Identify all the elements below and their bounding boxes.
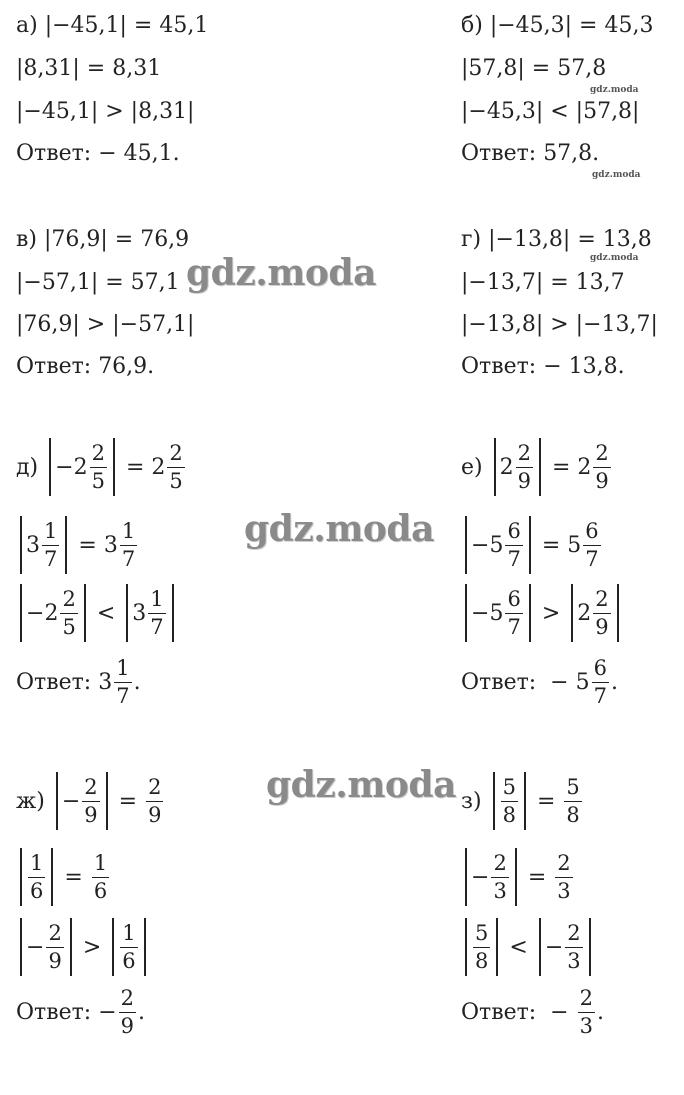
fraction: $\frac{2}{9}$	[84, 774, 98, 827]
problem-label: ж)	[16, 788, 45, 814]
problem-label: з)	[461, 788, 482, 814]
problem-d-line-1: д) − 2 $\frac{2}{5}$ = 2 $\frac{2}{5}$	[16, 438, 187, 496]
abs-bar	[20, 848, 22, 906]
problem-d-answer: Ответ: 3 $\frac{1}{7}$ .	[16, 656, 141, 708]
fraction: $\frac{2}{5}$	[169, 440, 183, 493]
abs-bar	[113, 438, 115, 496]
fraction: $\frac{6}{7}$	[593, 656, 607, 708]
fraction: $\frac{2}{9}$	[517, 440, 531, 493]
watermark-small: gdz.moda	[592, 170, 641, 180]
fraction: $\frac{2}{5}$	[91, 440, 105, 493]
abs-bar	[539, 918, 541, 976]
fraction: $\frac{2}{9}$	[148, 774, 162, 827]
fraction: $\frac{5}{8}$	[566, 774, 580, 827]
abs-bar	[112, 918, 114, 976]
fraction: $\frac{1}{6}$	[93, 850, 108, 903]
fraction: $\frac{5}{8}$	[502, 774, 516, 827]
fraction: $\frac{2}{3}$	[493, 850, 507, 903]
problem-d-line-3: − 2 $\frac{2}{5}$ < 3 $\frac{1}{7}$	[16, 584, 178, 642]
abs-bar	[49, 438, 51, 496]
fraction: $\frac{1}{7}$	[150, 586, 164, 639]
problem-v-line-1: в) |76,9| = 76,9	[16, 227, 190, 252]
problem-a-answer: Ответ: − 45,1.	[16, 141, 180, 166]
abs-bar	[465, 516, 467, 574]
abs-bar	[539, 438, 541, 496]
problem-label: д)	[16, 454, 39, 480]
fraction: $\frac{2}{9}$	[595, 586, 609, 639]
problem-e-line-3: − 5 $\frac{6}{7}$ > 2 $\frac{2}{9}$	[461, 584, 623, 642]
fraction: $\frac{1}{7}$	[116, 656, 130, 708]
problem-z-line-3: $\frac{5}{8}$ < − $\frac{2}{3}$	[461, 918, 595, 976]
watermark: gdz.moda	[186, 252, 376, 294]
problem-v-line-3: |76,9| > |−57,1|	[16, 312, 195, 337]
watermark: gdz.moda	[244, 508, 434, 550]
problem-a-line-3: |−45,1| > |8,31|	[16, 99, 195, 124]
abs-bar	[496, 918, 498, 976]
fraction: $\frac{1}{7}$	[44, 518, 58, 571]
problem-e-line-2: − 5 $\frac{6}{7}$ = 5 $\frac{6}{7}$	[461, 516, 603, 574]
abs-bar	[20, 918, 22, 976]
problem-z-line-1: з) $\frac{5}{8}$ = $\frac{5}{8}$	[461, 772, 584, 830]
abs-bar	[493, 772, 495, 830]
fraction: $\frac{2}{3}$	[567, 920, 581, 973]
problem-label: е)	[461, 454, 483, 480]
abs-bar	[571, 584, 573, 642]
fraction: $\frac{6}{7}$	[585, 518, 599, 571]
abs-bar	[172, 584, 174, 642]
abs-bar	[465, 848, 467, 906]
problem-g-line-3: |−13,8| > |−13,7|	[461, 312, 658, 337]
abs-bar	[20, 584, 22, 642]
fraction: $\frac{2}{9}$	[48, 920, 62, 973]
problem-b-line-2: |57,8| = 57,8	[461, 56, 607, 81]
fraction: $\frac{6}{7}$	[507, 586, 521, 639]
problem-a-line-2: |8,31| = 8,31	[16, 56, 162, 81]
abs-bar	[617, 584, 619, 642]
problem-b-line-3: |−45,3| < |57,8|	[461, 99, 640, 124]
fraction: $\frac{2}{3}$	[557, 850, 571, 903]
problem-z-line-2: − $\frac{2}{3}$ = $\frac{2}{3}$	[461, 848, 575, 906]
problem-g-answer: Ответ: − 13,8.	[461, 354, 625, 379]
abs-bar	[51, 848, 53, 906]
problem-zh-line-2: $\frac{1}{6}$ = $\frac{1}{6}$	[16, 848, 111, 906]
abs-bar	[20, 516, 22, 574]
abs-bar	[465, 918, 467, 976]
abs-bar	[144, 918, 146, 976]
fraction: $\frac{6}{7}$	[507, 518, 521, 571]
watermark: gdz.moda	[266, 764, 456, 806]
abs-bar	[465, 584, 467, 642]
fraction: $\frac{5}{8}$	[475, 920, 489, 973]
abs-bar	[524, 772, 526, 830]
problem-a-line-1: а) |−45,1| = 45,1	[16, 13, 209, 38]
fraction: $\frac{1}{6}$	[122, 920, 136, 973]
problem-zh-answer: Ответ: − $\frac{2}{9}$ .	[16, 986, 145, 1038]
fraction: $\frac{2}{9}$	[120, 986, 134, 1038]
fraction: $\frac{2}{3}$	[579, 986, 593, 1038]
problem-b-line-1: б) |−45,3| = 45,3	[461, 13, 654, 38]
fraction: $\frac{1}{6}$	[30, 850, 44, 903]
problem-v-answer: Ответ: 76,9.	[16, 354, 155, 379]
problem-z-answer: Ответ: − $\frac{2}{3}$ .	[461, 986, 604, 1038]
problem-zh-line-1: ж) − $\frac{2}{9}$ = $\frac{2}{9}$	[16, 772, 165, 830]
abs-bar	[529, 584, 531, 642]
problem-b-answer: Ответ: 57,8.	[461, 141, 600, 166]
abs-bar	[515, 848, 517, 906]
abs-bar	[106, 772, 108, 830]
problem-e-line-1: е) 2 $\frac{2}{9}$ = 2 $\frac{2}{9}$	[461, 438, 613, 496]
problem-zh-line-3: − $\frac{2}{9}$ > $\frac{1}{6}$	[16, 918, 150, 976]
watermark-small: gdz.moda	[590, 253, 639, 263]
abs-bar	[70, 918, 72, 976]
abs-bar	[126, 584, 128, 642]
problem-v-line-2: |−57,1| = 57,1	[16, 270, 180, 295]
fraction: $\frac{2}{9}$	[595, 440, 609, 493]
problem-g-line-1: г) |−13,8| = 13,8	[461, 227, 652, 252]
problem-g-line-2: |−13,7| = 13,7	[461, 270, 625, 295]
problem-d-line-2: 3 $\frac{1}{7}$ = 3 $\frac{1}{7}$	[16, 516, 139, 574]
watermark-small: gdz.moda	[590, 85, 639, 95]
abs-bar	[589, 918, 591, 976]
abs-bar	[56, 772, 58, 830]
abs-bar	[65, 516, 67, 574]
abs-bar	[529, 516, 531, 574]
abs-bar	[494, 438, 496, 496]
fraction: $\frac{1}{7}$	[121, 518, 136, 571]
problem-e-answer: Ответ: − 5 $\frac{6}{7}$ .	[461, 656, 618, 708]
fraction: $\frac{2}{5}$	[62, 586, 76, 639]
abs-bar	[84, 584, 86, 642]
